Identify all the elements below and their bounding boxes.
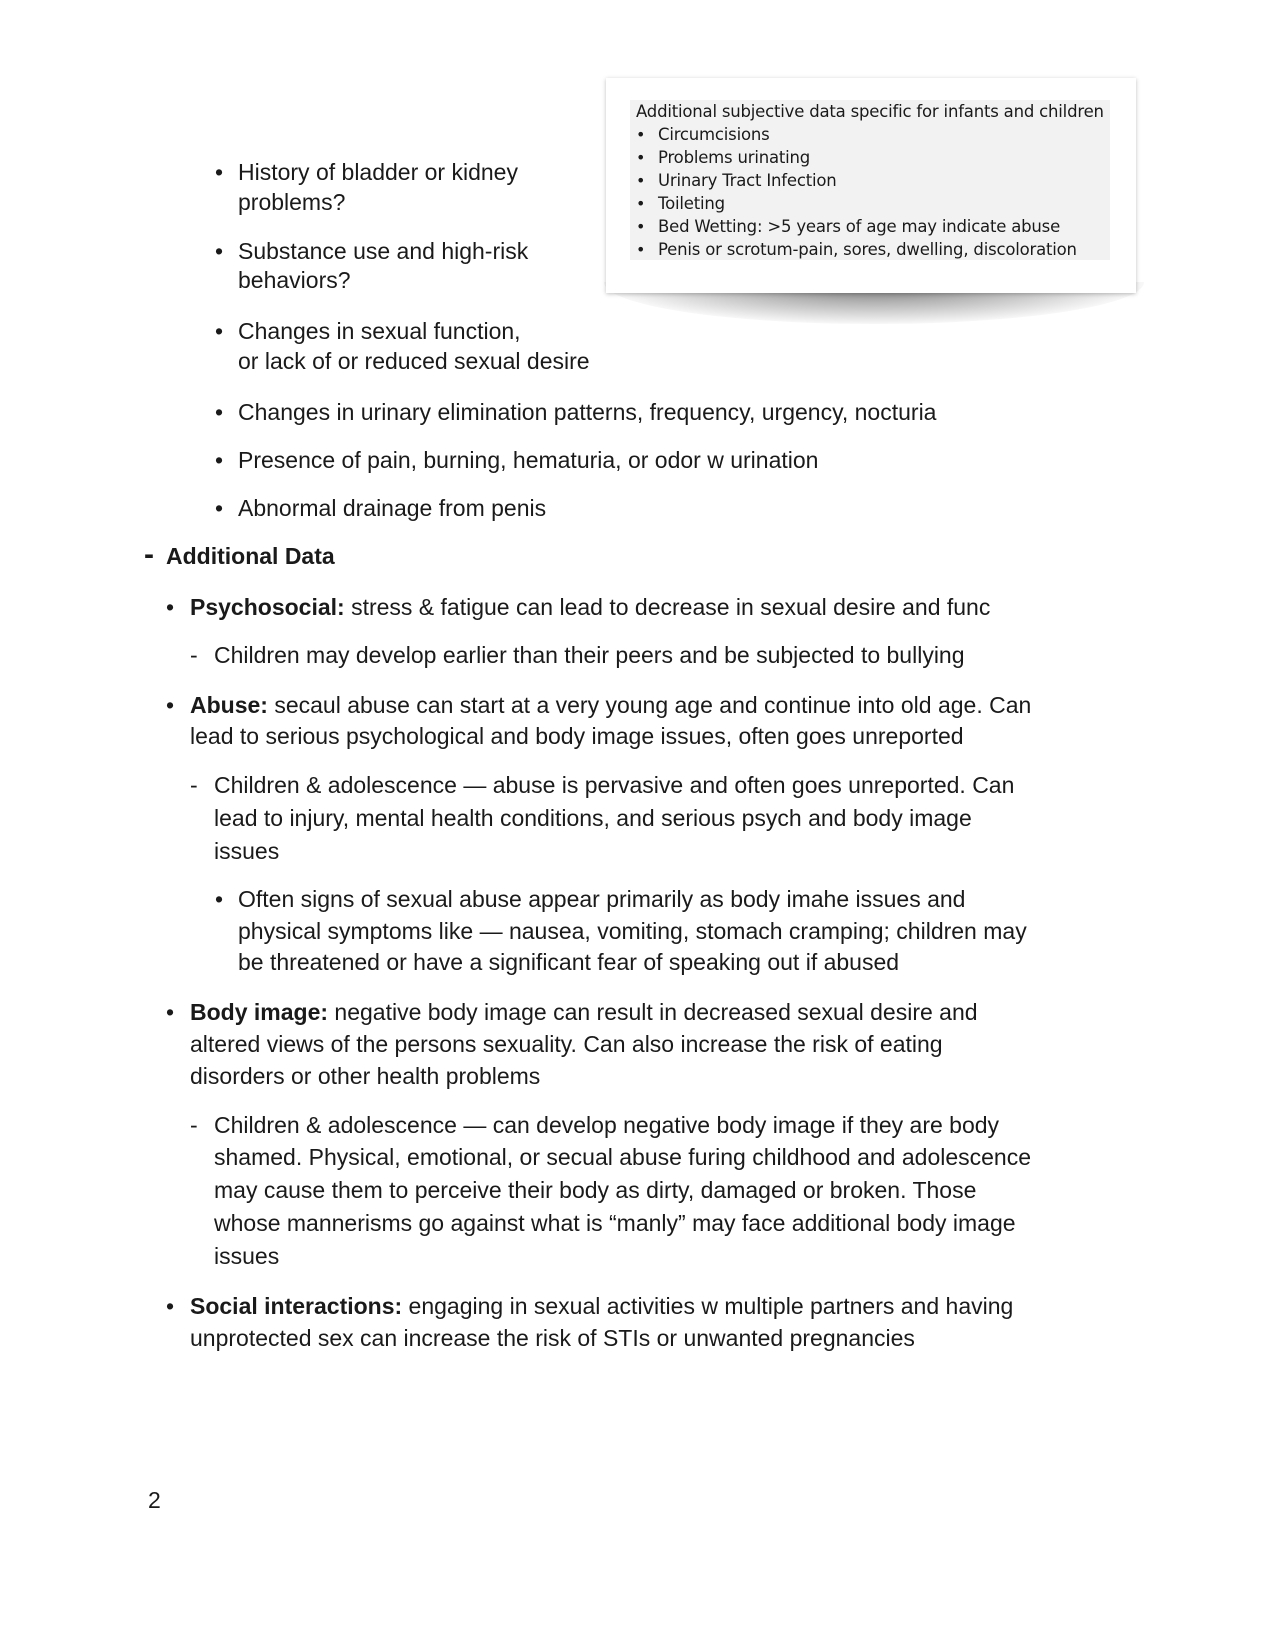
- section-heading: Additional Data: [166, 543, 335, 569]
- bullet-icon: •: [166, 999, 175, 1025]
- bullet-icon: •: [166, 692, 175, 718]
- term-label: Psychosocial:: [190, 594, 345, 620]
- dash-icon: -: [190, 772, 198, 798]
- page-number: 2: [148, 1487, 161, 1513]
- bullet-icon: •: [636, 148, 646, 167]
- bullet-icon: •: [215, 447, 224, 473]
- dash-icon: -: [190, 642, 198, 668]
- bullet-icon: •: [166, 1293, 175, 1319]
- paragraph-line: [190, 592, 990, 623]
- bullet-icon: •: [215, 399, 224, 425]
- sub-item-line: Children & adolescence — abuse is pervasive and often goes unreported. Can: [214, 772, 1015, 798]
- sub-item-line: issues: [214, 1243, 280, 1269]
- sub-sub-item-line: be threatened or have a significant fear of speaking out if abused: [238, 949, 900, 975]
- bullet-icon: •: [636, 171, 646, 190]
- sidebar-item: Toileting: [658, 194, 725, 213]
- list-item-line: Changes in urinary elimination patterns, frequency, urgency, nocturia: [238, 399, 937, 425]
- term-text: secaul abuse can start at a very young age and continue into old age. Can: [267, 692, 1032, 718]
- bullet-icon: •: [215, 495, 224, 521]
- paragraph-line: [190, 997, 978, 1028]
- term-label: Body image:: [190, 999, 329, 1025]
- term-text: negative body image can result in decreased sexual desire and: [328, 999, 978, 1025]
- term-text: engaging in sexual activities w multiple partners and having: [402, 1293, 1014, 1319]
- bullet-icon: •: [215, 238, 224, 264]
- paragraph-line: [190, 690, 1031, 721]
- sidebar-item: Problems urinating: [658, 148, 811, 167]
- paragraph-line: unprotected sex can increase the risk of STIs or unwanted pregnancies: [190, 1325, 915, 1351]
- bullet-icon: •: [215, 159, 224, 185]
- paragraph-line: disorders or other health problems: [190, 1063, 541, 1089]
- list-item-line: or lack of or reduced sexual desire: [238, 348, 590, 374]
- list-item-line: behaviors?: [238, 267, 351, 293]
- bullet-icon: •: [636, 217, 646, 236]
- bullet-icon: •: [215, 318, 224, 344]
- bullet-icon: •: [636, 240, 646, 259]
- list-item-line: Presence of pain, burning, hematuria, or odor w urination: [238, 447, 819, 473]
- term-label: Social interactions:: [190, 1293, 403, 1319]
- sidebar-title: Additional subjective data specific for infants and children: [636, 102, 1104, 121]
- term-text: stress & fatigue can lead to decrease in sexual desire and func: [344, 594, 991, 620]
- paragraph-line: [190, 1291, 1013, 1322]
- paragraph-line: lead to serious psychological and body image issues, often goes unreported: [190, 723, 964, 749]
- sidebar-item: Penis or scrotum-pain, sores, dwelling, discoloration: [658, 240, 1077, 259]
- sub-item-line: shamed. Physical, emotional, or secual abuse furing childhood and adolescence: [214, 1144, 1032, 1170]
- sub-item-line: lead to injury, mental health conditions, and serious psych and body image: [214, 805, 972, 831]
- sub-item-line: issues: [214, 838, 280, 864]
- list-item-line: Abnormal drainage from penis: [238, 495, 547, 521]
- sidebar-item: Circumcisions: [658, 125, 770, 144]
- term-label: Abuse:: [190, 692, 268, 718]
- paragraph-line: altered views of the persons sexuality. Can also increase the risk of eating: [190, 1031, 943, 1057]
- sub-sub-item-line: physical symptoms like — nausea, vomiting, stomach cramping; children may: [238, 918, 1027, 944]
- bullet-icon: •: [636, 194, 646, 213]
- dash-icon: -: [190, 1112, 198, 1138]
- list-item-line: Changes in sexual function,: [238, 318, 521, 344]
- sub-item-line: Children & adolescence — can develop negative body image if they are body: [214, 1112, 1000, 1138]
- sidebar-box-inner: [630, 100, 1110, 260]
- sidebar-item: Urinary Tract Infection: [658, 171, 837, 190]
- sub-sub-item-line: Often signs of sexual abuse appear primarily as body imahe issues and: [238, 886, 966, 912]
- sub-item-line: Children may develop earlier than their peers and be subjected to bullying: [214, 642, 965, 668]
- list-item-line: problems?: [238, 189, 346, 215]
- sidebar-item: Bed Wetting: >5 years of age may indicate abuse: [658, 217, 1061, 236]
- sub-item-line: may cause them to perceive their body as dirty, damaged or broken. Those: [214, 1177, 977, 1203]
- bullet-icon: •: [215, 886, 224, 912]
- bullet-icon: •: [636, 125, 646, 144]
- list-item-line: History of bladder or kidney: [238, 159, 518, 185]
- sub-item-line: whose mannerisms go against what is “manly” may face additional body image: [214, 1210, 1016, 1236]
- list-item-line: Substance use and high-risk: [238, 238, 529, 264]
- sidebar-box: [606, 78, 1136, 293]
- dash-icon: -: [144, 538, 154, 571]
- bullet-icon: •: [166, 594, 175, 620]
